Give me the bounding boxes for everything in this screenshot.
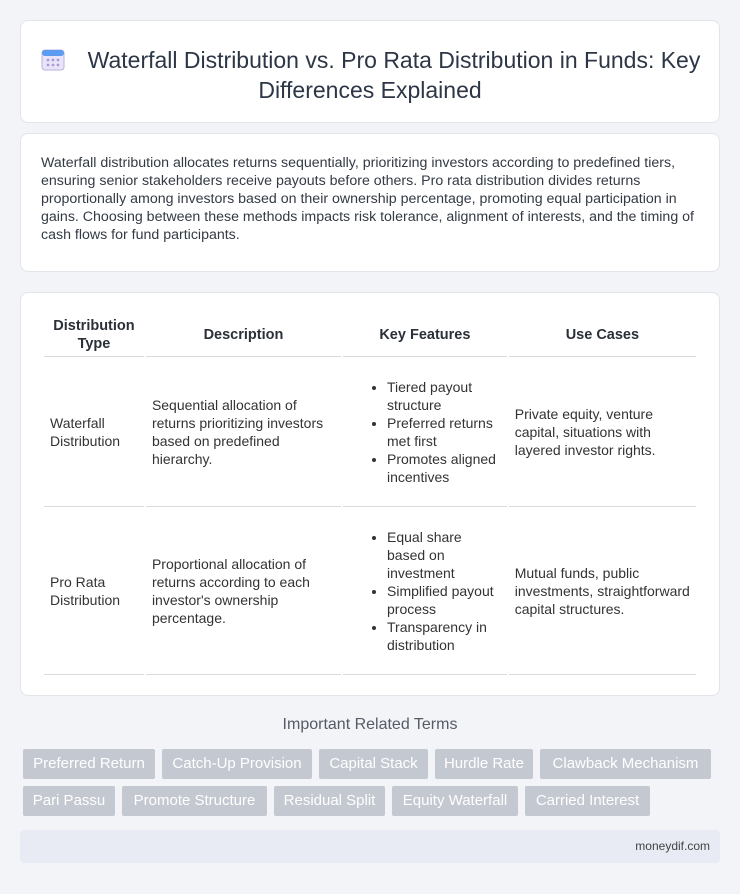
tag-hurdle-rate[interactable]: Hurdle Rate [435, 749, 533, 779]
table-header-row [44, 313, 696, 357]
list-item: • Tiered payout structure [387, 378, 501, 414]
table-row [44, 507, 696, 675]
page-title [21, 45, 719, 105]
list-item: • Equal share based on investment [387, 528, 501, 582]
cell-type: Pro Rata Distribution [44, 507, 144, 675]
footer-site[interactable]: moneydif.com [635, 839, 710, 853]
header-description: Description [146, 313, 341, 357]
intro-paragraph: Waterfall distribution allocates returns sequentially, prioritizing investors according to predefined tiers, ensuring senior stakeholders receive payouts before others. Pro rata distribution divides returns proportionally among investors based on their ownership percentage, promoting equal participation in gains. Choosing between these methods impacts risk tolerance, alignment of interests, and the timing of cash flows for fund participants. [41, 155, 694, 243]
cell-description: Sequential allocation of returns prioritizing investors based on predefined hierarchy. [146, 357, 341, 507]
comparison-table [42, 313, 698, 675]
features-list [349, 378, 501, 486]
comparison-table-card [20, 292, 720, 696]
header-use-cases: Use Cases [509, 313, 696, 357]
tag-carried-interest[interactable]: Carried Interest [525, 786, 650, 816]
tag-catch-up-provision[interactable]: Catch-Up Provision [162, 749, 312, 779]
list-item: • Transparency in distribution [387, 618, 501, 654]
tag-clawback-mechanism[interactable]: Clawback Mechanism [540, 749, 711, 779]
cell-use-cases: Mutual funds, public investments, straightforward capital structures. [509, 507, 696, 675]
tag-residual-split[interactable]: Residual Split [274, 786, 385, 816]
header-key-features: Key Features [343, 313, 507, 357]
footer [20, 830, 720, 863]
related-terms-heading: Important Related Terms [282, 716, 458, 733]
tag-pari-passu[interactable]: Pari Passu [23, 786, 115, 816]
title-card [20, 20, 720, 123]
intro-card [20, 133, 720, 272]
cell-features [343, 507, 507, 675]
list-item: • Simplified payout process [387, 582, 501, 618]
tag-capital-stack[interactable]: Capital Stack [319, 749, 428, 779]
cell-type: Waterfall Distribution [44, 357, 144, 507]
tag-promote-structure[interactable]: Promote Structure [122, 786, 267, 816]
cell-description: Proportional allocation of returns according to each investor's ownership percentage. [146, 507, 341, 675]
tag-preferred-return[interactable]: Preferred Return [23, 749, 155, 779]
table-row [44, 357, 696, 507]
header-distribution-type: Distribution Type [44, 313, 144, 357]
cell-use-cases: Private equity, venture capital, situations with layered investor rights. [509, 357, 696, 507]
cell-features [343, 357, 507, 507]
list-item: • Preferred returns met first [387, 414, 501, 450]
tag-equity-waterfall[interactable]: Equity Waterfall [392, 786, 518, 816]
features-list [349, 528, 501, 654]
title-text: Waterfall Distribution vs. Pro Rata Distribution in Funds: Key Differences Explained [87, 47, 701, 103]
list-item: • Promotes aligned incentives [387, 450, 501, 486]
calendar-icon [40, 46, 66, 72]
